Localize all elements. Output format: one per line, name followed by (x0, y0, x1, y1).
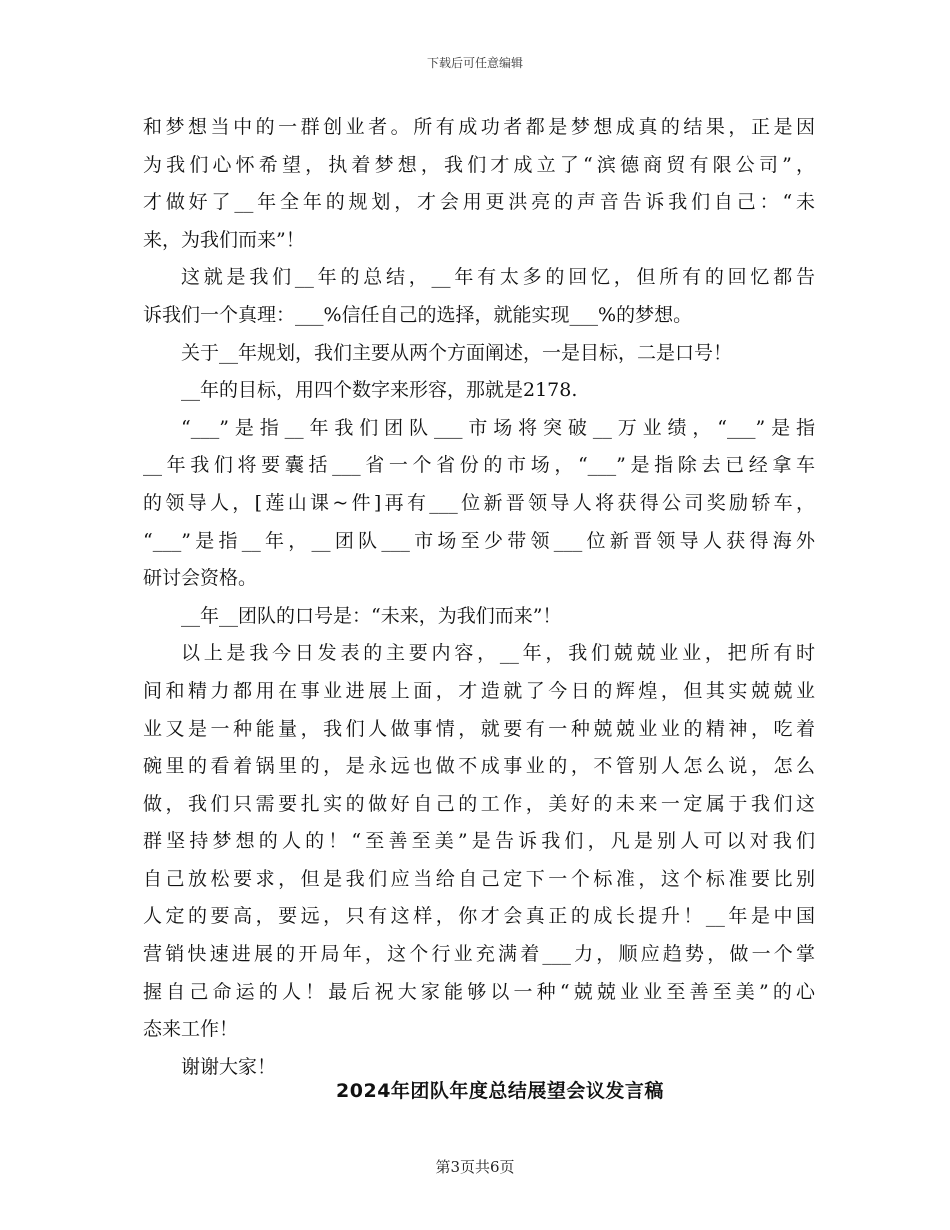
text-line: 自己放松要求，但是我们应当给自己定下一个标准，这个标准要比别 (143, 867, 815, 890)
text-line: 间和精力都用在事业进展上面，才造就了今日的辉煌，但其实兢兢业 (143, 679, 815, 702)
text-line: __年__团队的口号是：“未来，为我们而来”！ (181, 604, 562, 627)
text-line: 以上是我今日发表的主要内容，__年，我们兢兢业业，把所有时 (181, 642, 815, 665)
text-line: 研讨会资格。 (143, 567, 258, 590)
text-line: 态来工作！ (143, 1018, 239, 1041)
text-line: 来，为我们而来”！ (143, 228, 305, 251)
text-line: 营销快速进展的开局年，这个行业充满着___力，顺应趋势，做一个掌 (143, 943, 815, 966)
page-header: 下载后可任意编辑 (426, 56, 523, 70)
text-line: “___”是指__年，__团队___市场至少带领___位新晋领导人获得海外 (143, 529, 815, 552)
text-line: 为我们心怀希望，执着梦想，我们才成立了“滨德商贸有限公司”， (143, 153, 815, 176)
text-line: “___”是指__年我们团队___市场将突破__万业绩，“___”是指 (181, 416, 815, 439)
text-line: 做，我们只需要扎实的做好自己的工作，美好的未来一定属于我们这 (143, 792, 815, 815)
text-line: __年我们将要囊括___省一个省份的市场，“___”是指除去已经拿车 (143, 454, 815, 477)
page-footer: 第3页共6页 (435, 1158, 515, 1176)
text-line: 才做好了__年全年的规划，才会用更洪亮的声音告诉我们自己：“未 (143, 191, 815, 214)
text-line: 的领导人，[莲山课~件]再有___位新晋领导人将获得公司奖励轿车， (143, 491, 815, 514)
text-line: __年的目标，用四个数字来形容，那就是2178. (181, 379, 578, 402)
text-line: 诉我们一个真理：___%信任自己的选择，就能实现___%的梦想。 (143, 303, 693, 326)
text-line: 这就是我们__年的总结，__年有太多的回忆，但所有的回忆都告 (181, 266, 815, 289)
text-line: 谢谢大家！ (181, 1055, 277, 1078)
text-line: 和梦想当中的一群创业者。所有成功者都是梦想成真的结果，正是因 (143, 116, 815, 138)
text-line: 业又是一种能量，我们人做事情，就要有一种兢兢业业的精神，吃着 (143, 717, 815, 740)
text-line: 碗里的看着锅里的，是永远也做不成事业的，不管别人怎么说，怎么 (143, 755, 815, 778)
document-body (143, 109, 815, 1086)
text-line: 关于__年规划，我们主要从两个方面阐述，一是目标，二是口号！ (181, 341, 733, 364)
text-line: 握自己命运的人！最后祝大家能够以一种“兢兢业业至善至美”的心 (143, 980, 815, 1003)
text-line: 人定的要高，要远，只有这样，你才会真正的成长提升！__年是中国 (143, 905, 815, 928)
document-title: 2024年团队年度总结展望会议发言稿 (336, 1080, 664, 1102)
text-line: 群坚持梦想的人的！“至善至美”是告诉我们，凡是别人可以对我们 (143, 830, 815, 853)
